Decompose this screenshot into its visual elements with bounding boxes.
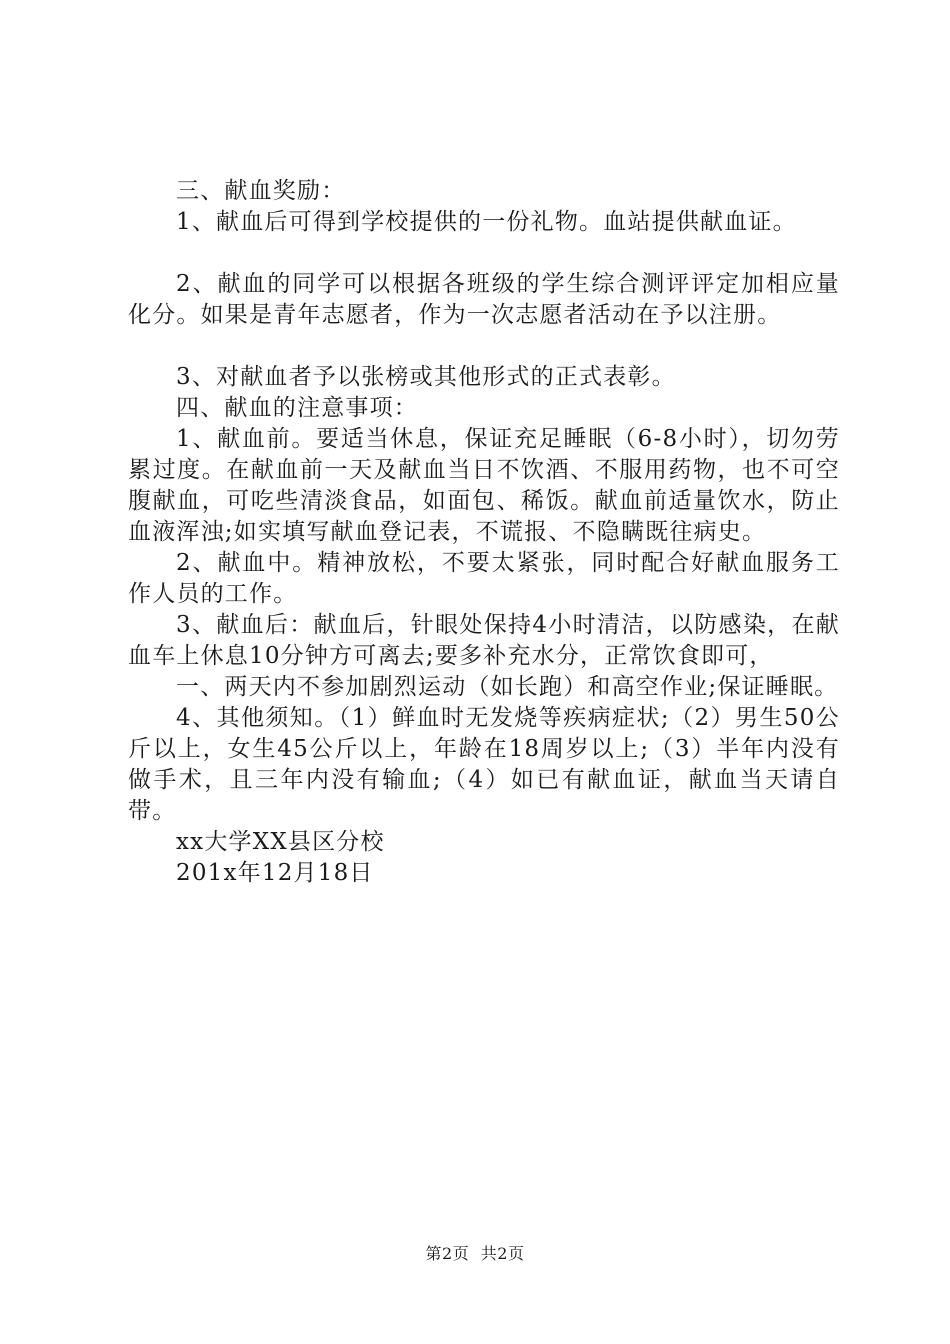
reward-item-3: 3、对献血者予以张榜或其他形式的正式表彰。 [176, 364, 676, 390]
signature-date: 201x年12月18日 [176, 860, 374, 886]
section-heading-notes: 四、献血的注意事项： [176, 395, 418, 421]
note-item-after: 3、献血后：献血后，针眼处保持4小时清洁，以防感染，在献血车上休息10分钟方可离去;要多补充水分，正常饮食即可， [128, 612, 840, 669]
document-body [128, 176, 840, 889]
signature-organization: xx大学XX县区分校 [176, 829, 385, 855]
note-item-during: 2、献血中。精神放松，不要太紧张，同时配合好献血服务工作人员的工作。 [128, 550, 840, 607]
page-footer [0, 1244, 950, 1264]
note-item-other: 4、其他须知。（1）鲜血时无发烧等疾病症状;（2）男生50公斤以上，女生45公斤以上，年龄在18周岁以上;（3）半年内没有做手术，且三年内没有输血;（4）如已有献血证，献血当天请自带。 [128, 705, 840, 824]
note-item-before: 1、献血前。要适当休息，保证充足睡眠（6-8小时），切勿劳累过度。在献血前一天及献血当日不饮酒、不服用药物，也不可空腹献血，可吃些清淡食品，如面包、稀饭。献血前适量饮水，防止血液浑浊;如实填写献血登记表，不谎报、不隐瞒既往病史。 [128, 426, 840, 545]
page-number: 第2页 [425, 1244, 470, 1263]
page-total: 共2页 [480, 1244, 525, 1263]
reward-item-1: 1、献血后可得到学校提供的一份礼物。血站提供献血证。 [176, 209, 797, 235]
reward-item-2: 2、献血的同学可以根据各班级的学生综合测评评定加相应量化分。如果是青年志愿者，作为一次志愿者活动在予以注册。 [128, 271, 840, 328]
section-heading-rewards: 三、献血奖励： [176, 178, 346, 204]
note-item-after-continued: 一、两天内不参加剧烈运动（如长跑）和高空作业;保证睡眠。 [176, 674, 839, 700]
